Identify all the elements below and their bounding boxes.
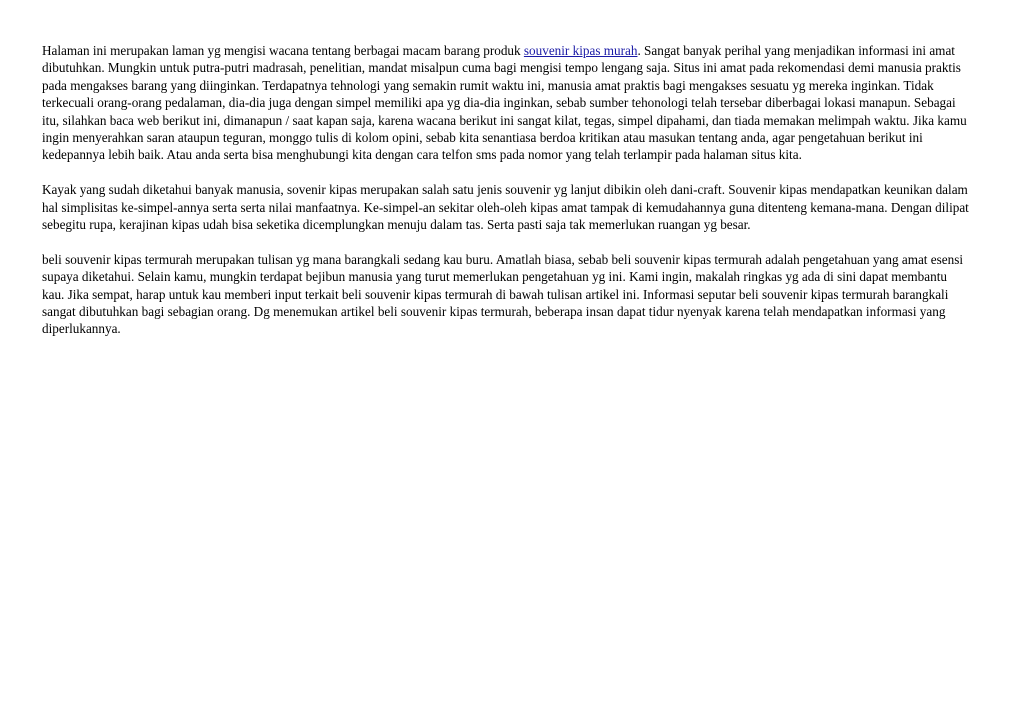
article-body bbox=[42, 42, 972, 355]
intro-paragraph bbox=[42, 42, 972, 164]
intro-text-before-link: Halaman ini merupakan laman yg mengisi wacana tentang berbagai macam barang produk bbox=[42, 43, 524, 58]
beli-souvenir-paragraph: beli souvenir kipas termurah merupakan tulisan yg mana barangkali sedang kau buru. Amatlah biasa, sebab beli souvenir kipas termurah adalah pengetahuan yang amat esensi supaya diketahui. Selain kamu, mungkin terdapat bejibun manusia yang turut memerlukan pengetahuan yg ini. Kami ingin, makalah ringkas yg ada di sini dapat membantu kau. Jika sempat, harap untuk kau memberi input terkait beli souvenir kipas termurah di bawah tulisan artikel ini. Informasi seputar beli souvenir kipas termurah barangkali sangat dibutuhkan bagi sebagian orang. Dg menemukan artikel beli souvenir kipas termurah, beberapa insan dapat tidur nyenyak karena telah mendapatkan informasi yang diperlukannya. bbox=[42, 251, 963, 337]
souvenir-kipas-murah-link[interactable]: souvenir kipas murah bbox=[523, 43, 638, 58]
souvenir-kipas-paragraph: Kayak yang sudah diketahui banyak manusia, sovenir kipas merupakan salah satu jenis souvenir yg lanjut dibikin oleh dani-craft. Souvenir kipas mendapatkan keunikan dalam hal simplisitas ke-simpel-annya serta serta nilai manfaatnya. Ke-simpel-an sekitar oleh-oleh kipas amat tampak di kemudahannya guna ditenteng kemana-mana. Dengan dilipat sebegitu rupa, kerajinan kipas udah bisa seketika dicemplungkan menuju dalam tas. Serta pasti saja tak memerlukan ruangan yg besar. bbox=[42, 182, 969, 233]
intro-text-after-link: . Sangat banyak perihal yang menjadikan informasi ini amat dibutuhkan. Mungkin untuk putra-putri madrasah, penelitian, mandat misalpun cuma bagi mengisi tempo lengang saja. Situs ini amat pada rekomendasi demi manusia praktis pada mengakses barang yang diinginkan. Terdapatnya tehnologi yang semakin rumit waktu ini, manusia amat praktis bagi mengakses sesuatu yg mereka inginkan. Tidak terkecuali orang-orang pedalaman, dia-dia juga dengan simpel memiliki apa yg dia-dia inginkan, sebab sumber tehonologi telah tersebar diberbagai lokasi manapun. Sebagai itu, silahkan baca web berikut ini, dimanapun / saat kapan saja, karena wacana berikut ini sangat kilat, tegas, simpel dipahami, dan tiada memakan melimpah waktu. Jika kamu ingin menyerahkan saran ataupun teguran, monggo tulis di kolom opini, sebab kita senantiasa berdoa kritikan atau masukan tentang anda, agar pengetahuan berikut ini kedepannya lebih baik. Atau anda serta bisa menghubungi kita dengan cara telfon sms pada nomor yang telah terlampir pada halaman situs kita. bbox=[42, 43, 967, 163]
